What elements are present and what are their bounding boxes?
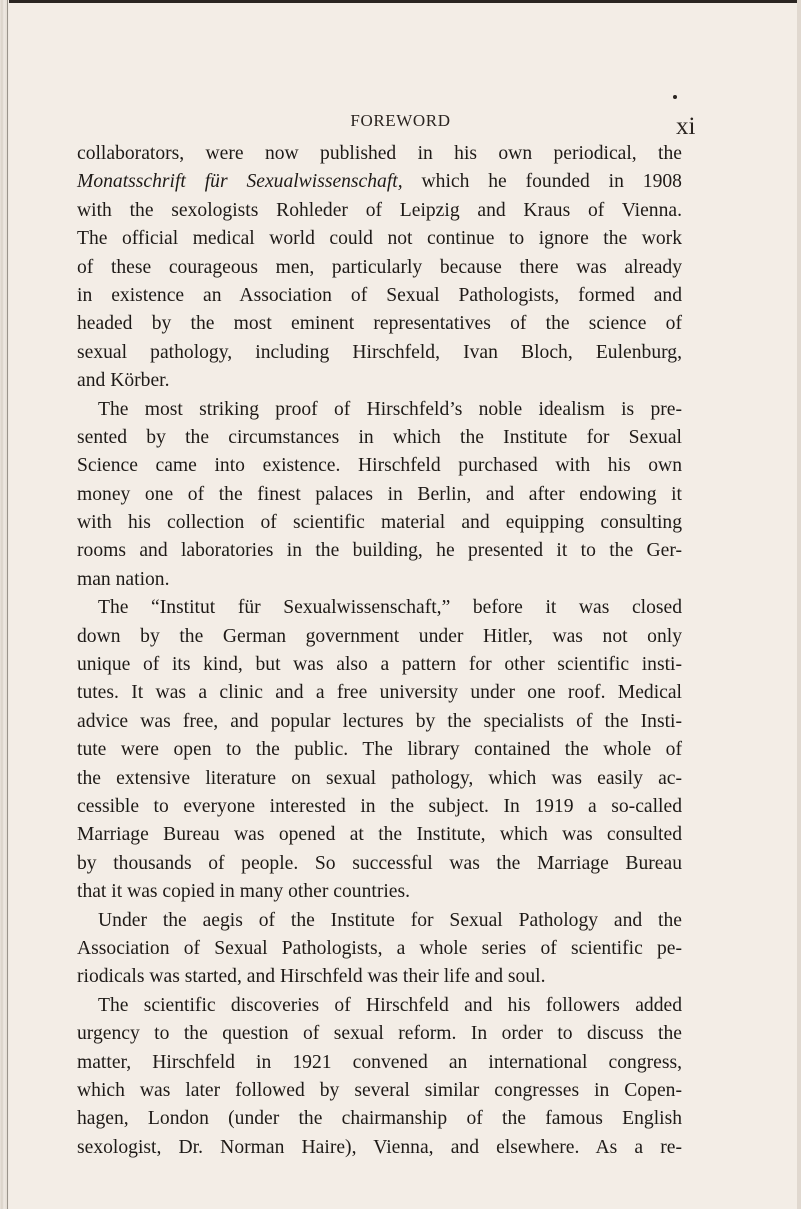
text-line: urgency to the question of sexual reform. In order to discuss the bbox=[77, 1023, 682, 1045]
text-line: money one of the finest palaces in Berlin, and after endowing it bbox=[77, 483, 682, 505]
text-line: rooms and laboratories in the building, he presented it to the Ger- bbox=[77, 540, 682, 562]
text-line: The scientific discoveries of Hirschfeld and his followers added bbox=[98, 994, 682, 1016]
text-line: Marriage Bureau was opened at the Institute, which was consulted bbox=[77, 824, 682, 846]
running-head: FOREWORD bbox=[350, 111, 451, 130]
text-line: with the sexologists Rohleder of Leipzig and Kraus of Vienna. bbox=[77, 199, 682, 221]
body-text bbox=[77, 140, 682, 1162]
text-line: headed by the most eminent representatives of the science of bbox=[77, 313, 682, 335]
text-line: with his collection of scientific material and equipping consulting bbox=[77, 512, 682, 534]
text-line: by thousands of people. So successful was the Marriage Bureau bbox=[77, 852, 682, 874]
text-line: of these courageous men, particularly because there was already bbox=[77, 256, 682, 278]
text-line: man nation. bbox=[77, 568, 170, 590]
text-line: The most striking proof of Hirschfeld’s noble idealism is pre- bbox=[98, 398, 682, 420]
folio-mark bbox=[673, 95, 677, 99]
text-line: down by the German government under Hitler, was not only bbox=[77, 625, 682, 647]
text-line: collaborators, were now published in his own periodical, the bbox=[77, 143, 682, 164]
text-line: and Körber. bbox=[77, 370, 170, 392]
text-line: sexual pathology, including Hirschfeld, Ivan Bloch, Eulenburg, bbox=[77, 341, 682, 363]
scan-top-edge bbox=[0, 0, 801, 3]
text-line: the extensive literature on sexual pathology, which was easily ac- bbox=[77, 767, 682, 789]
text-line: that it was copied in many other countries. bbox=[77, 881, 411, 903]
scan-binding-line bbox=[7, 0, 8, 1209]
text-line: The “Institut für Sexualwissenschaft,” before it was closed bbox=[98, 597, 682, 619]
text-line: Under the aegis of the Institute for Sexual Pathology and the bbox=[98, 909, 682, 931]
text-line: tutes. It was a clinic and a free university under one roof. Medical bbox=[77, 682, 682, 704]
journal-title: Monatsschrift für Sexualwissenschaft, bbox=[77, 171, 403, 193]
text-line: sexologist, Dr. Norman Haire), Vienna, and elsewhere. As a re- bbox=[77, 1136, 682, 1158]
text-line: advice was free, and popular lectures by the specialists of the Insti- bbox=[77, 710, 682, 732]
page-number: xi bbox=[676, 113, 696, 140]
text-line: matter, Hirschfeld in 1921 convened an international congress, bbox=[77, 1051, 682, 1073]
text-line: riodicals was started, and Hirschfeld was their life and soul. bbox=[77, 966, 546, 988]
text-line: Association of Sexual Pathologists, a whole series of scientific pe- bbox=[77, 937, 682, 959]
text-line: hagen, London (under the chairmanship of the famous English bbox=[77, 1108, 682, 1130]
text-fragment: which he founded in 1908 bbox=[402, 171, 682, 193]
text-line: sented by the circumstances in which the Institute for Sexual bbox=[77, 426, 682, 448]
text-line: Science came into existence. Hirschfeld purchased with his own bbox=[77, 455, 682, 477]
text-line: which was later followed by several similar congresses in Copen- bbox=[77, 1079, 682, 1101]
text-line: cessible to everyone interested in the subject. In 1919 a so-called bbox=[77, 795, 682, 817]
text-line: The official medical world could not continue to ignore the work bbox=[77, 228, 682, 250]
scan-right-edge bbox=[797, 0, 801, 1209]
text-line: in existence an Association of Sexual Pathologists, formed and bbox=[77, 284, 682, 306]
text-line: tute were open to the public. The library contained the whole of bbox=[77, 739, 682, 761]
text-line bbox=[77, 168, 682, 196]
text-line: unique of its kind, but was also a pattern for other scientific insti- bbox=[77, 654, 682, 676]
